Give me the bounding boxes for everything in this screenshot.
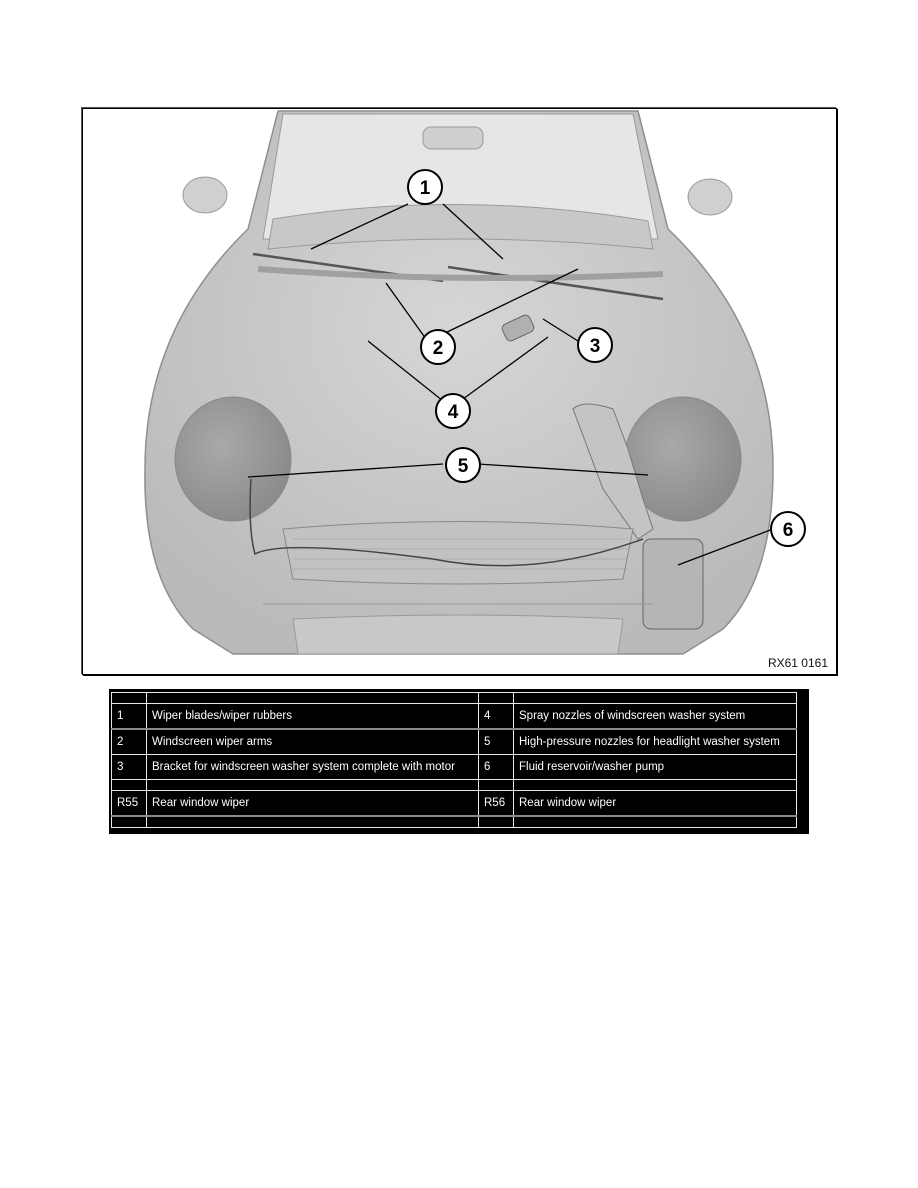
legend-description: Rear window wiper <box>514 791 797 817</box>
callout-1: 1 <box>419 178 431 199</box>
legend-number: 6 <box>479 755 514 780</box>
legend-row <box>112 704 797 730</box>
legend-row <box>112 755 797 780</box>
car-illustration <box>83 109 836 674</box>
legend-number: R55 <box>112 791 147 817</box>
legend-number: R56 <box>479 791 514 817</box>
legend-description: Rear window wiper <box>147 791 479 817</box>
car-diagram-figure <box>82 108 837 675</box>
legend-description: Spray nozzles of windscreen washer system <box>514 704 797 730</box>
callout-2: 2 <box>432 338 444 359</box>
legend-spacer-row <box>112 816 797 828</box>
legend-number: 4 <box>479 704 514 730</box>
callout-4: 4 <box>447 402 459 423</box>
legend-description: Bracket for windscreen washer system complete with motor <box>147 755 479 780</box>
legend-number: 5 <box>479 729 514 755</box>
legend-spacer-row <box>112 780 797 791</box>
legend-description: Fluid reservoir/washer pump <box>514 755 797 780</box>
legend-row <box>112 729 797 755</box>
callout-3: 3 <box>589 336 601 357</box>
legend-table <box>111 692 797 828</box>
legend-number: 2 <box>112 729 147 755</box>
legend-description: Wiper blades/wiper rubbers <box>147 704 479 730</box>
callout-6: 6 <box>782 520 794 541</box>
legend-header-row <box>112 693 797 704</box>
legend-row <box>112 791 797 817</box>
legend-number: 1 <box>112 704 147 730</box>
legend-number: 3 <box>112 755 147 780</box>
legend-description: High-pressure nozzles for headlight washer system <box>514 729 797 755</box>
legend-description: Windscreen wiper arms <box>147 729 479 755</box>
figure-id-label: RX61 0161 <box>767 656 828 670</box>
legend-table-container <box>109 689 809 834</box>
callout-5: 5 <box>457 456 469 477</box>
